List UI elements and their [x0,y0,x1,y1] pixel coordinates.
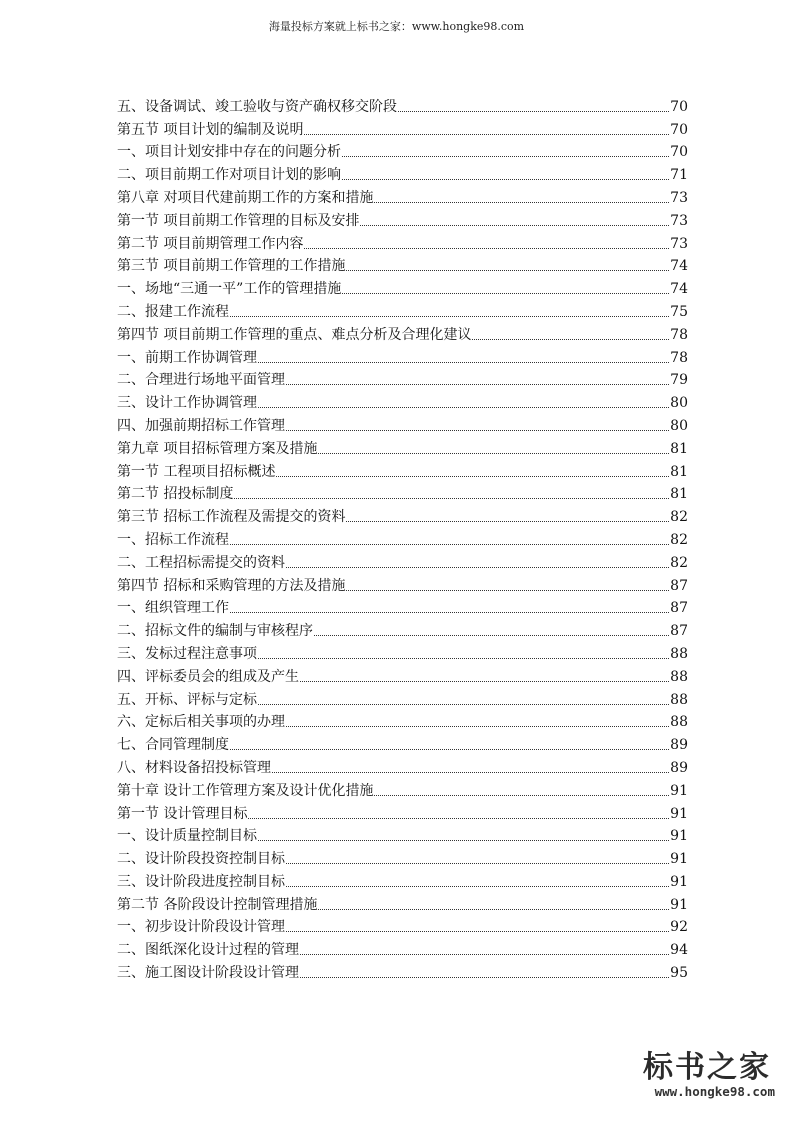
toc-leader-dots [286,430,669,431]
toc-entry-page: 89 [670,759,688,776]
toc-entry[interactable] [117,320,688,343]
toc-entry-title: 二、图纸深化设计过程的管理 [117,942,299,959]
toc-leader-dots [230,612,669,613]
toc-entry-title: 三、设计阶段进度控制目标 [117,873,285,890]
toc-leader-dots [300,681,669,682]
toc-entry[interactable] [117,502,688,525]
toc-entry-title: 四、加强前期招标工作管理 [117,417,285,434]
toc-entry-title: 八、材料设备招投标管理 [117,759,271,776]
toc-entry-title: 第四节 项目前期工作管理的重点、难点分析及合理化建议 [117,326,472,343]
toc-entry-title: 二、设计阶段投资控制目标 [117,851,285,868]
toc-entry-page: 87 [670,600,688,617]
toc-entry-title: 第二节 项目前期管理工作内容 [117,235,304,252]
toc-leader-dots [258,840,669,841]
toc-entry[interactable] [117,639,688,662]
toc-entry-title: 五、开标、评标与定标 [117,691,257,708]
toc-entry[interactable] [117,708,688,731]
toc-entry-title: 三、发标过程注意事项 [117,645,257,662]
toc-entry-page: 78 [670,349,688,366]
toc-entry-page: 70 [670,121,688,138]
toc-leader-dots [360,225,669,226]
page-header: 海量投标方案就上标书之家：www.hongke98.com [268,20,525,33]
toc-entry-title: 第一节 项目前期工作管理的目标及安排 [117,212,360,229]
toc-entry-page: 88 [670,714,688,731]
toc-entry[interactable] [117,115,688,138]
toc-entry[interactable] [117,160,688,183]
toc-leader-dots [276,476,669,477]
toc-entry-page: 74 [670,281,688,298]
toc-entry-page: 92 [670,919,688,936]
toc-entry-title: 三、设计工作协调管理 [117,395,257,412]
toc-entry-page: 74 [670,258,688,275]
toc-leader-dots [346,270,669,271]
toc-entry-page: 80 [670,395,688,412]
toc-leader-dots [300,977,669,978]
toc-entry-page: 91 [670,828,688,845]
toc-entry-page: 70 [670,144,688,161]
toc-leader-dots [304,134,669,135]
toc-entry-title: 第九章 项目招标管理方案及措施 [117,440,318,457]
toc-leader-dots [230,544,669,545]
toc-entry[interactable] [117,525,688,548]
toc-leader-dots [300,954,669,955]
toc-entry-title: 第十章 设计工作管理方案及设计优化措施 [117,782,374,799]
toc-entry-page: 95 [670,965,688,982]
toc-entry-title: 二、合理进行场地平面管理 [117,372,285,389]
toc-entry[interactable] [117,457,688,480]
toc-entry-title: 第四节 招标和采购管理的方法及措施 [117,577,346,594]
toc-entry[interactable] [117,958,688,981]
toc-entry[interactable] [117,776,688,799]
toc-leader-dots [230,749,669,750]
toc-entry[interactable] [117,685,688,708]
toc-entry-page: 79 [670,372,688,389]
toc-entry-title: 第一节 工程项目招标概述 [117,463,276,480]
toc-entry[interactable] [117,411,688,434]
toc-entry-page: 82 [670,531,688,548]
toc-leader-dots [258,704,669,705]
toc-entry-page: 82 [670,509,688,526]
toc-entry-title: 二、项目前期工作对项目计划的影响 [117,167,341,184]
toc-entry-title: 四、评标委员会的组成及产生 [117,668,299,685]
toc-entry[interactable] [117,138,688,161]
toc-leader-dots [304,248,669,249]
toc-leader-dots [286,726,669,727]
toc-leader-dots [286,886,669,887]
toc-entry-page: 88 [670,645,688,662]
toc-entry-page: 94 [670,942,688,959]
toc-entry-title: 一、招标工作流程 [117,531,229,548]
toc-entry[interactable] [117,913,688,936]
toc-entry-title: 一、设计质量控制目标 [117,828,257,845]
toc-leader-dots [472,339,669,340]
logo-url: www.hongke98.com [654,1084,775,1099]
toc-leader-dots [346,590,669,591]
toc-entry[interactable] [117,343,688,366]
toc-entry-title: 第五节 项目计划的编制及说明 [117,121,304,138]
toc-leader-dots [286,931,669,932]
toc-entry-page: 87 [670,577,688,594]
toc-entry-title: 七、合同管理制度 [117,737,229,754]
toc-entry[interactable] [117,571,688,594]
toc-entry[interactable] [117,297,688,320]
toc-entry[interactable] [117,183,688,206]
toc-leader-dots [398,111,669,112]
toc-leader-dots [318,453,669,454]
toc-leader-dots [342,293,669,294]
toc-entry-page: 71 [670,167,688,184]
toc-entry[interactable] [117,548,688,571]
toc-entry-title: 一、初步设计阶段设计管理 [117,919,285,936]
toc-entry-title: 六、定标后相关事项的办理 [117,714,285,731]
toc-entry[interactable] [117,480,688,503]
toc-entry-page: 78 [670,326,688,343]
toc-entry[interactable] [117,434,688,457]
toc-leader-dots [314,635,669,636]
toc-entry-page: 73 [670,235,688,252]
toc-entry[interactable] [117,753,688,776]
toc-entry-page: 70 [670,98,688,115]
toc-entry-page: 91 [670,873,688,890]
toc-entry-title: 第二节 各阶段设计控制管理措施 [117,896,318,913]
toc-entry-title: 第八章 对项目代建前期工作的方案和措施 [117,189,374,206]
toc-entry[interactable] [117,229,688,252]
toc-leader-dots [286,863,669,864]
toc-entry[interactable] [117,274,688,297]
toc-entry[interactable] [117,867,688,890]
toc-entry-title: 三、施工图设计阶段设计管理 [117,965,299,982]
table-of-contents [117,92,688,981]
toc-entry[interactable] [117,594,688,617]
toc-entry-page: 73 [670,189,688,206]
toc-entry-page: 82 [670,554,688,571]
toc-entry[interactable] [117,844,688,867]
toc-entry-page: 81 [670,486,688,503]
toc-leader-dots [374,202,669,203]
toc-entry[interactable] [117,366,688,389]
toc-leader-dots [342,179,669,180]
toc-leader-dots [342,156,669,157]
toc-entry-page: 88 [670,691,688,708]
toc-entry-page: 91 [670,805,688,822]
toc-entry-page: 80 [670,417,688,434]
toc-entry-page: 73 [670,212,688,229]
toc-entry[interactable] [117,935,688,958]
toc-entry-title: 一、项目计划安排中存在的问题分析 [117,144,341,161]
toc-leader-dots [258,658,669,659]
toc-leader-dots [234,498,669,499]
toc-leader-dots [346,521,669,522]
toc-leader-dots [374,795,669,796]
toc-leader-dots [286,567,669,568]
toc-entry-title: 第一节 设计管理目标 [117,805,248,822]
toc-entry-title: 二、招标文件的编制与审核程序 [117,623,313,640]
toc-leader-dots [248,818,669,819]
toc-entry[interactable] [117,616,688,639]
toc-entry-page: 75 [670,303,688,320]
toc-entry-page: 91 [670,896,688,913]
toc-entry[interactable] [117,92,688,115]
toc-entry-page: 91 [670,782,688,799]
toc-entry-page: 89 [670,737,688,754]
toc-entry[interactable] [117,662,688,685]
toc-entry-page: 91 [670,851,688,868]
toc-leader-dots [286,384,669,385]
toc-leader-dots [258,407,669,408]
toc-entry-title: 五、设备调试、竣工验收与资产确权移交阶段 [117,98,397,115]
toc-entry[interactable] [117,206,688,229]
toc-entry[interactable] [117,252,688,275]
toc-entry[interactable] [117,822,688,845]
toc-entry-title: 一、组织管理工作 [117,600,229,617]
toc-entry-title: 第三节 项目前期工作管理的工作措施 [117,258,346,275]
toc-entry[interactable] [117,799,688,822]
toc-entry-title: 二、工程招标需提交的资料 [117,554,285,571]
toc-leader-dots [230,316,669,317]
toc-entry-title: 第二节 招投标制度 [117,486,234,503]
watermark-logo [629,1042,779,1110]
toc-entry-page: 81 [670,440,688,457]
toc-entry-page: 88 [670,668,688,685]
toc-entry-page: 81 [670,463,688,480]
toc-entry-title: 一、前期工作协调管理 [117,349,257,366]
logo-mark: 标书之家 [643,1050,771,1085]
toc-entry[interactable] [117,388,688,411]
toc-leader-dots [272,772,669,773]
toc-leader-dots [318,909,669,910]
toc-entry[interactable] [117,890,688,913]
toc-entry-title: 二、报建工作流程 [117,303,229,320]
toc-entry-title: 一、场地“三通一平”工作的管理措施 [117,281,342,298]
toc-leader-dots [258,362,669,363]
toc-entry-title: 第三节 招标工作流程及需提交的资料 [117,509,346,526]
toc-entry[interactable] [117,730,688,753]
toc-entry-page: 87 [670,623,688,640]
